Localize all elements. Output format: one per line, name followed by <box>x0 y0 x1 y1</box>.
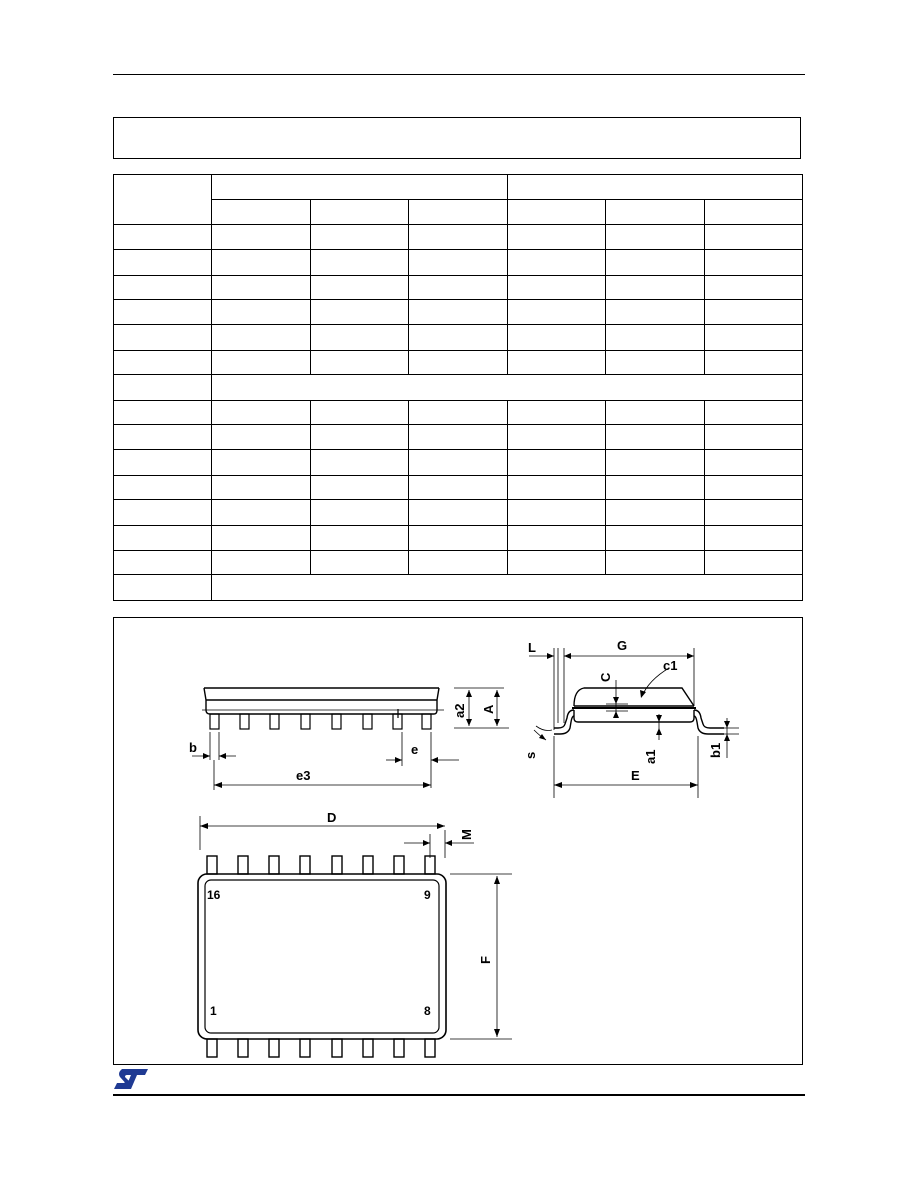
dimension-table <box>113 174 803 601</box>
dim-label-C: C <box>598 672 613 682</box>
header-cell-mm <box>212 175 507 200</box>
table-row <box>114 450 803 475</box>
header-cell <box>212 200 310 224</box>
dim-label-M: M <box>459 829 474 840</box>
header-cell <box>409 200 507 224</box>
dim-label-a2: a2 <box>452 703 467 718</box>
dim-label-e3: e3 <box>296 768 311 783</box>
dim-label-D: D <box>327 810 337 825</box>
table-header-row-2 <box>114 200 803 224</box>
dim-label-F: F <box>478 956 493 964</box>
dim-label-a1: a1 <box>643 749 658 764</box>
table-row <box>114 475 803 499</box>
table-row <box>114 400 803 424</box>
st-logo-icon <box>113 1068 149 1090</box>
table-title-box <box>113 117 801 159</box>
table-row <box>114 325 803 350</box>
header-rule <box>113 74 805 75</box>
dim-label-b1: b1 <box>708 742 723 758</box>
table-row <box>114 551 803 575</box>
table-row <box>114 275 803 299</box>
side-leads <box>210 709 431 729</box>
table-row-merged <box>114 375 803 400</box>
table-row <box>114 525 803 550</box>
dim-label-s: s <box>523 751 538 759</box>
dim-label-b: b <box>189 740 197 755</box>
bottom-leads <box>207 1039 435 1057</box>
table-row <box>114 350 803 374</box>
dim-label-L: L <box>528 640 536 655</box>
package-outline-svg <box>114 618 804 1066</box>
package-drawing <box>113 617 803 1065</box>
header-cell <box>507 200 605 224</box>
dim-label-G: G <box>617 638 628 653</box>
header-cell <box>606 200 704 224</box>
table-row <box>114 424 803 449</box>
footer-rule <box>113 1094 805 1096</box>
table-row <box>114 299 803 324</box>
table-row-merged <box>114 575 803 601</box>
side-view <box>192 688 509 790</box>
header-cell-dim <box>114 175 212 225</box>
table-row <box>114 250 803 275</box>
header-cell <box>310 200 408 224</box>
top-leads <box>207 856 435 874</box>
table-row <box>114 500 803 525</box>
pin-label-16: 16 <box>207 888 221 902</box>
dim-label-e: e <box>411 742 419 757</box>
table-header-row-1 <box>114 175 803 200</box>
pin-label-8: 8 <box>424 1004 431 1018</box>
pin-label-9: 9 <box>424 888 431 902</box>
header-cell <box>704 200 802 224</box>
pin-label-1: 1 <box>210 1004 217 1018</box>
header-cell-inch <box>507 175 802 200</box>
dim-label-A: A <box>481 704 496 714</box>
top-view <box>198 816 512 1057</box>
dim-label-c1: c1 <box>663 658 678 673</box>
dim-label-E: E <box>631 768 640 783</box>
table-row <box>114 224 803 249</box>
